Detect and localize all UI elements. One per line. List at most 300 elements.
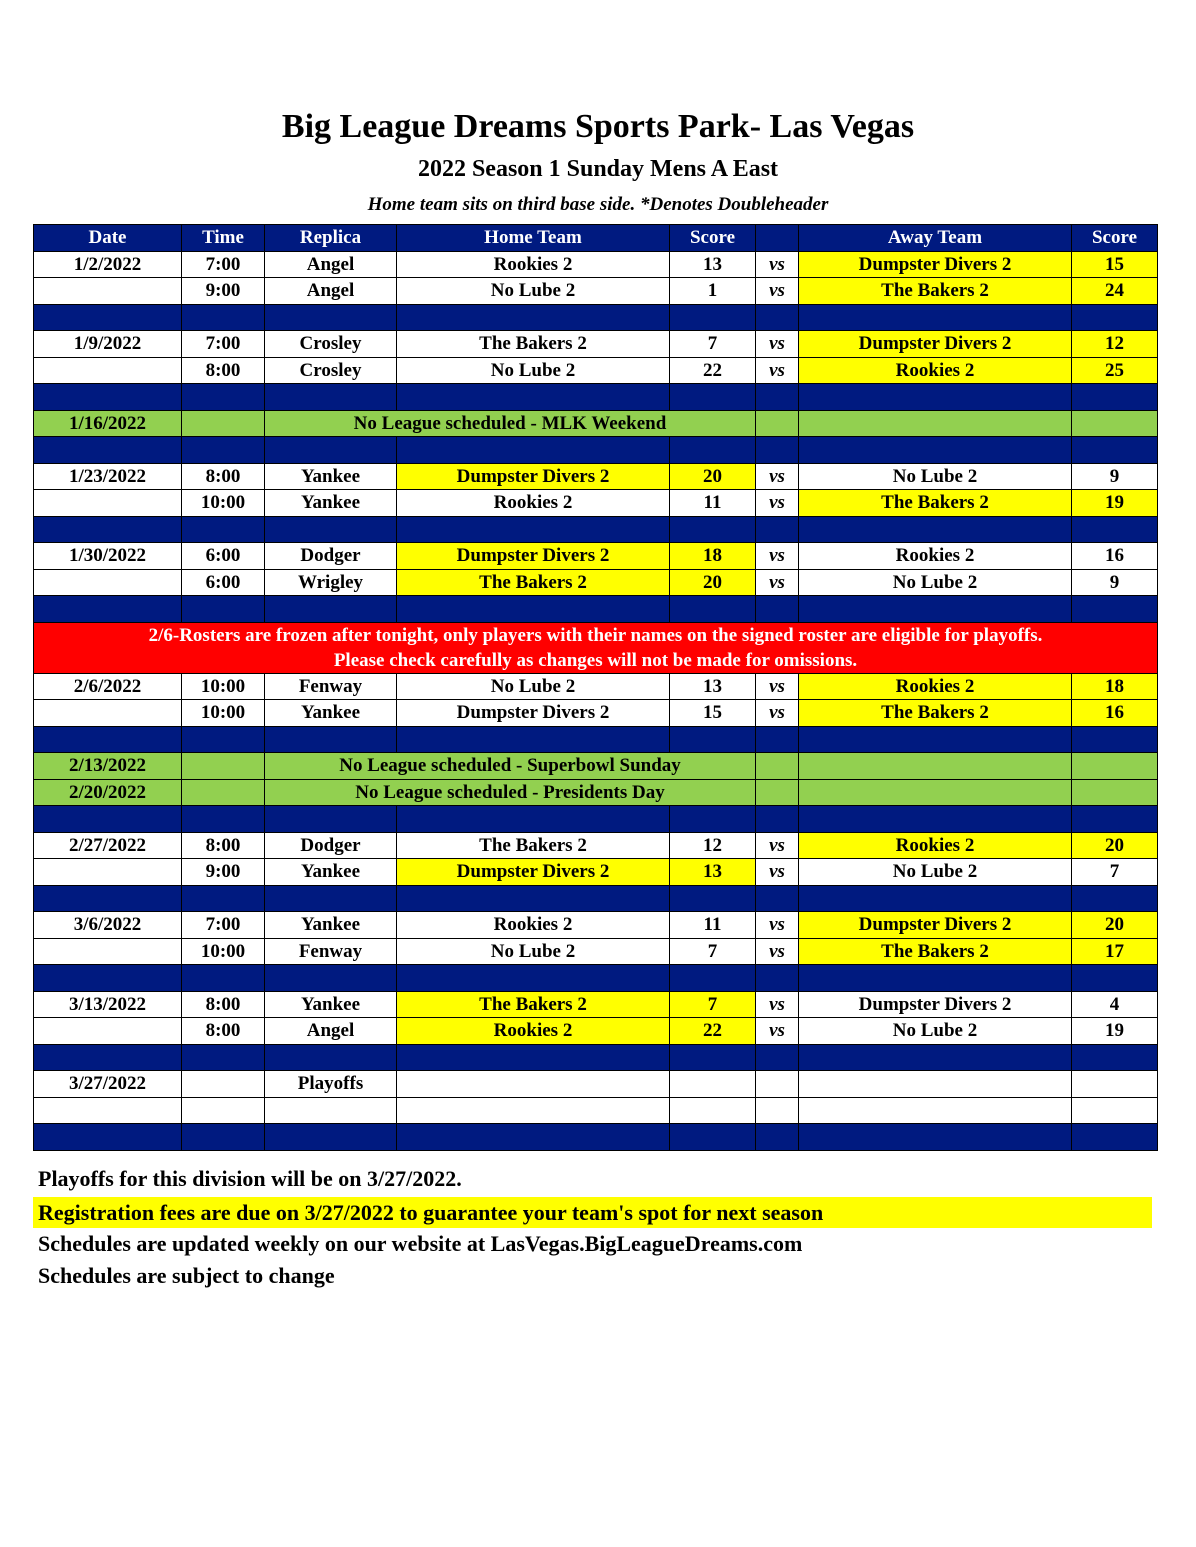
vs-cell: vs — [756, 463, 799, 490]
time-cell: 8:00 — [182, 463, 265, 490]
home-score-cell: 13 — [670, 859, 756, 886]
game-row — [34, 357, 1158, 384]
spacer-cell — [182, 437, 265, 464]
spacer-row — [34, 437, 1158, 464]
replica-field-cell: Yankee — [265, 859, 397, 886]
time-cell: 8:00 — [182, 832, 265, 859]
spacer-cell — [34, 437, 182, 464]
away-score-cell: 7 — [1072, 859, 1158, 886]
spacer-cell — [799, 726, 1072, 753]
spacer-cell — [1072, 1124, 1158, 1151]
vs-cell: vs — [756, 251, 799, 278]
no-league-message: No League scheduled - Presidents Day — [265, 779, 756, 806]
away-score-cell — [1072, 779, 1158, 806]
time-cell: 10:00 — [182, 490, 265, 517]
game-row — [34, 490, 1158, 517]
away-score-cell: 16 — [1072, 700, 1158, 727]
footer-playoffs-note: Playoffs for this division will be on 3/27/2022. — [38, 1166, 462, 1191]
spacer-cell — [397, 384, 670, 411]
spacer-cell — [670, 726, 756, 753]
spacer-cell — [1072, 965, 1158, 992]
away-team-cell: No Lube 2 — [799, 859, 1072, 886]
date-cell: 2/13/2022 — [34, 753, 182, 780]
spacer-cell — [1072, 596, 1158, 623]
away-score-cell: 9 — [1072, 569, 1158, 596]
replica-field-cell: Crosley — [265, 331, 397, 358]
time-cell: 10:00 — [182, 938, 265, 965]
spacer-cell — [670, 1044, 756, 1071]
date-cell: 1/2/2022 — [34, 251, 182, 278]
spacer-row — [34, 1124, 1158, 1151]
vs-cell: vs — [756, 357, 799, 384]
date-cell — [34, 278, 182, 305]
time-cell: 9:00 — [182, 278, 265, 305]
home-score-cell: 15 — [670, 700, 756, 727]
spacer-row — [34, 384, 1158, 411]
spacer-cell — [182, 304, 265, 331]
replica-field-cell: Yankee — [265, 490, 397, 517]
vs-cell: vs — [756, 278, 799, 305]
spacer-cell — [756, 384, 799, 411]
spacer-cell — [34, 806, 182, 833]
spacer-cell — [265, 806, 397, 833]
replica-field-cell: Dodger — [265, 543, 397, 570]
away-team-cell — [799, 410, 1072, 437]
time-cell: 10:00 — [182, 673, 265, 700]
vs-cell: vs — [756, 569, 799, 596]
spacer-cell — [182, 965, 265, 992]
away-team-cell: No Lube 2 — [799, 1018, 1072, 1045]
time-cell: 6:00 — [182, 543, 265, 570]
away-team-cell — [799, 753, 1072, 780]
spacer-row — [34, 304, 1158, 331]
spacer-cell — [265, 965, 397, 992]
spacer-cell — [756, 516, 799, 543]
replica-field-cell: Crosley — [265, 357, 397, 384]
date-cell: 3/13/2022 — [34, 991, 182, 1018]
date-cell — [34, 569, 182, 596]
game-row — [34, 832, 1158, 859]
spacer-cell — [397, 304, 670, 331]
spacer-row — [34, 806, 1158, 833]
vs-cell: vs — [756, 859, 799, 886]
date-cell — [34, 1018, 182, 1045]
replica-field-cell: Angel — [265, 278, 397, 305]
no-league-row — [34, 753, 1158, 780]
home-score-cell: 1 — [670, 278, 756, 305]
replica-field-cell: Fenway — [265, 938, 397, 965]
replica-field-cell: Yankee — [265, 991, 397, 1018]
spacer-cell — [1072, 304, 1158, 331]
col-header-away-score: Score — [1072, 225, 1158, 252]
date-cell — [34, 1097, 182, 1124]
roster-notice — [34, 622, 1158, 673]
vs-cell: vs — [756, 543, 799, 570]
vs-cell — [756, 753, 799, 780]
spacer-cell — [1072, 437, 1158, 464]
date-cell — [34, 490, 182, 517]
spacer-cell — [1072, 726, 1158, 753]
vs-cell: vs — [756, 938, 799, 965]
game-row — [34, 278, 1158, 305]
no-league-row — [34, 779, 1158, 806]
spacer-cell — [265, 1124, 397, 1151]
spacer-cell — [34, 885, 182, 912]
away-score-cell — [1072, 410, 1158, 437]
spacer-cell — [265, 384, 397, 411]
time-cell: 7:00 — [182, 331, 265, 358]
game-row — [34, 569, 1158, 596]
spacer-cell — [670, 437, 756, 464]
home-score-cell — [670, 1071, 756, 1098]
spacer-cell — [1072, 516, 1158, 543]
game-row — [34, 1018, 1158, 1045]
replica-field-cell: Fenway — [265, 673, 397, 700]
spacer-cell — [756, 726, 799, 753]
spacer-cell — [799, 1044, 1072, 1071]
spacer-cell — [1072, 806, 1158, 833]
away-team-cell: Rookies 2 — [799, 543, 1072, 570]
spacer-cell — [799, 885, 1072, 912]
spacer-cell — [397, 726, 670, 753]
away-team-cell: No Lube 2 — [799, 569, 1072, 596]
date-cell — [34, 357, 182, 384]
col-header-time: Time — [182, 225, 265, 252]
spacer-cell — [756, 806, 799, 833]
game-row — [34, 938, 1158, 965]
spacer-cell — [182, 885, 265, 912]
home-score-cell: 20 — [670, 463, 756, 490]
vs-cell: vs — [756, 832, 799, 859]
game-row — [34, 463, 1158, 490]
spacer-cell — [34, 304, 182, 331]
away-team-cell: The Bakers 2 — [799, 938, 1072, 965]
away-score-cell: 9 — [1072, 463, 1158, 490]
vs-cell: vs — [756, 331, 799, 358]
game-row — [34, 859, 1158, 886]
spacer-cell — [397, 437, 670, 464]
away-team-cell: The Bakers 2 — [799, 278, 1072, 305]
game-row — [34, 1071, 1158, 1098]
roster-notice-row — [34, 622, 1158, 673]
spacer-cell — [182, 1124, 265, 1151]
game-row — [34, 700, 1158, 727]
roster-notice-line: Please check carefully as changes will not be made for omissions. — [333, 649, 858, 671]
home-team-cell: The Bakers 2 — [397, 832, 670, 859]
home-score-cell: 12 — [670, 832, 756, 859]
roster-notice-line: 2/6-Rosters are frozen after tonight, only players with their names on the signed roster are eligible for playoffs. — [148, 624, 1043, 646]
time-cell — [182, 1097, 265, 1124]
replica-field-cell: Dodger — [265, 832, 397, 859]
spacer-cell — [397, 1124, 670, 1151]
replica-field-cell: Angel — [265, 251, 397, 278]
away-team-cell: Rookies 2 — [799, 673, 1072, 700]
away-team-cell: Rookies 2 — [799, 357, 1072, 384]
vs-cell: vs — [756, 991, 799, 1018]
spacer-cell — [34, 1124, 182, 1151]
spacer-cell — [34, 726, 182, 753]
page-title: Big League Dreams Sports Park- Las Vegas — [281, 108, 915, 145]
home-team-cell: No Lube 2 — [397, 278, 670, 305]
no-league-row — [34, 410, 1158, 437]
spacer-cell — [182, 806, 265, 833]
spacer-row — [34, 516, 1158, 543]
away-score-cell — [1072, 753, 1158, 780]
spacer-cell — [799, 965, 1072, 992]
home-team-cell: Dumpster Divers 2 — [397, 859, 670, 886]
spacer-cell — [265, 437, 397, 464]
col-header-home-score: Score — [670, 225, 756, 252]
spacer-cell — [799, 437, 1072, 464]
spacer-cell — [670, 1124, 756, 1151]
away-team-cell — [799, 1071, 1072, 1098]
spacer-cell — [756, 437, 799, 464]
spacer-cell — [756, 885, 799, 912]
vs-cell: vs — [756, 673, 799, 700]
page-subtitle: 2022 Season 1 Sunday Mens A East — [417, 156, 779, 182]
away-team-cell — [799, 779, 1072, 806]
spacer-cell — [1072, 1044, 1158, 1071]
date-cell: 1/30/2022 — [34, 543, 182, 570]
time-cell: 7:00 — [182, 912, 265, 939]
date-cell: 3/27/2022 — [34, 1071, 182, 1098]
time-cell — [182, 410, 265, 437]
home-score-cell: 7 — [670, 331, 756, 358]
spacer-cell — [756, 596, 799, 623]
col-header-date: Date — [34, 225, 182, 252]
vs-cell: vs — [756, 490, 799, 517]
away-team-cell: Dumpster Divers 2 — [799, 251, 1072, 278]
time-cell: 8:00 — [182, 1018, 265, 1045]
footer-website-note: Schedules are updated weekly on our website at LasVegas.BigLeagueDreams.com — [38, 1231, 803, 1256]
spacer-row — [34, 1044, 1158, 1071]
replica-field-cell: Yankee — [265, 463, 397, 490]
away-score-cell: 20 — [1072, 912, 1158, 939]
home-score-cell: 11 — [670, 490, 756, 517]
spacer-cell — [397, 885, 670, 912]
home-score-cell: 7 — [670, 938, 756, 965]
spacer-cell — [670, 304, 756, 331]
spacer-row — [34, 596, 1158, 623]
spacer-cell — [182, 1044, 265, 1071]
date-cell — [34, 700, 182, 727]
time-cell: 10:00 — [182, 700, 265, 727]
home-score-cell: 18 — [670, 543, 756, 570]
spacer-cell — [34, 384, 182, 411]
away-score-cell: 17 — [1072, 938, 1158, 965]
home-team-cell: Rookies 2 — [397, 912, 670, 939]
spacer-cell — [1072, 885, 1158, 912]
spacer-cell — [34, 965, 182, 992]
spacer-cell — [799, 806, 1072, 833]
spacer-cell — [799, 516, 1072, 543]
spacer-cell — [756, 1124, 799, 1151]
no-league-message: No League scheduled - Superbowl Sunday — [265, 753, 756, 780]
col-header-home-team: Home Team — [397, 225, 670, 252]
spacer-cell — [265, 516, 397, 543]
home-team-cell: The Bakers 2 — [397, 331, 670, 358]
away-team-cell: Dumpster Divers 2 — [799, 912, 1072, 939]
spacer-cell — [182, 726, 265, 753]
home-team-cell: No Lube 2 — [397, 673, 670, 700]
table-header-row — [34, 225, 1158, 252]
replica-field-cell: Wrigley — [265, 569, 397, 596]
spacer-cell — [670, 806, 756, 833]
home-team-cell — [397, 1097, 670, 1124]
home-score-cell: 13 — [670, 673, 756, 700]
spacer-cell — [182, 516, 265, 543]
away-score-cell: 24 — [1072, 278, 1158, 305]
home-team-cell: Dumpster Divers 2 — [397, 700, 670, 727]
away-score-cell: 4 — [1072, 991, 1158, 1018]
date-cell: 1/16/2022 — [34, 410, 182, 437]
home-score-cell: 13 — [670, 251, 756, 278]
spacer-cell — [799, 304, 1072, 331]
replica-field-cell: Yankee — [265, 912, 397, 939]
spacer-cell — [799, 1124, 1072, 1151]
vs-cell — [756, 779, 799, 806]
away-team-cell: The Bakers 2 — [799, 490, 1072, 517]
spacer-cell — [265, 304, 397, 331]
vs-cell — [756, 1097, 799, 1124]
spacer-cell — [397, 1044, 670, 1071]
spacer-cell — [756, 304, 799, 331]
game-row — [34, 251, 1158, 278]
home-team-cell: Dumpster Divers 2 — [397, 463, 670, 490]
spacer-row — [34, 726, 1158, 753]
spacer-row — [34, 885, 1158, 912]
spacer-cell — [265, 726, 397, 753]
spacer-cell — [397, 806, 670, 833]
time-cell: 7:00 — [182, 251, 265, 278]
spacer-cell — [670, 384, 756, 411]
col-header-replica: Replica — [265, 225, 397, 252]
game-row — [34, 912, 1158, 939]
away-score-cell: 19 — [1072, 490, 1158, 517]
page-note: Home team sits on third base side. *Denotes Doubleheader — [367, 194, 829, 215]
away-score-cell — [1072, 1071, 1158, 1098]
col-header-vs — [756, 225, 799, 252]
replica-field-cell — [265, 1097, 397, 1124]
spacer-cell — [670, 516, 756, 543]
home-team-cell: No Lube 2 — [397, 357, 670, 384]
date-cell: 1/23/2022 — [34, 463, 182, 490]
game-row — [34, 331, 1158, 358]
away-score-cell: 18 — [1072, 673, 1158, 700]
time-cell: 9:00 — [182, 859, 265, 886]
date-cell: 3/6/2022 — [34, 912, 182, 939]
home-score-cell: 11 — [670, 912, 756, 939]
home-score-cell — [670, 1097, 756, 1124]
game-row — [34, 1097, 1158, 1124]
spacer-cell — [265, 1044, 397, 1071]
away-score-cell: 20 — [1072, 832, 1158, 859]
vs-cell — [756, 410, 799, 437]
home-score-cell: 20 — [670, 569, 756, 596]
away-score-cell: 19 — [1072, 1018, 1158, 1045]
time-cell — [182, 779, 265, 806]
game-row — [34, 991, 1158, 1018]
vs-cell: vs — [756, 700, 799, 727]
replica-field-cell: Yankee — [265, 700, 397, 727]
time-cell — [182, 753, 265, 780]
away-team-cell: Dumpster Divers 2 — [799, 991, 1072, 1018]
spacer-cell — [670, 885, 756, 912]
schedule-body — [34, 251, 1158, 1150]
game-row — [34, 543, 1158, 570]
home-team-cell: The Bakers 2 — [397, 569, 670, 596]
no-league-message: No League scheduled - MLK Weekend — [265, 410, 756, 437]
vs-cell: vs — [756, 912, 799, 939]
home-team-cell: No Lube 2 — [397, 938, 670, 965]
home-score-cell: 22 — [670, 1018, 756, 1045]
home-score-cell: 7 — [670, 991, 756, 1018]
spacer-row — [34, 965, 1158, 992]
home-team-cell: Rookies 2 — [397, 251, 670, 278]
spacer-cell — [397, 965, 670, 992]
spacer-cell — [182, 596, 265, 623]
time-cell: 8:00 — [182, 991, 265, 1018]
spacer-cell — [265, 885, 397, 912]
spacer-cell — [397, 516, 670, 543]
away-team-cell: The Bakers 2 — [799, 700, 1072, 727]
date-cell: 1/9/2022 — [34, 331, 182, 358]
away-score-cell — [1072, 1097, 1158, 1124]
home-team-cell: The Bakers 2 — [397, 991, 670, 1018]
spacer-cell — [397, 596, 670, 623]
schedule-table — [33, 224, 1158, 1151]
time-cell: 8:00 — [182, 357, 265, 384]
date-cell: 2/27/2022 — [34, 832, 182, 859]
replica-field-cell: Playoffs — [265, 1071, 397, 1098]
date-cell: 2/6/2022 — [34, 673, 182, 700]
spacer-cell — [670, 965, 756, 992]
footer-change-note: Schedules are subject to change — [38, 1263, 335, 1288]
spacer-cell — [799, 596, 1072, 623]
spacer-cell — [799, 384, 1072, 411]
home-score-cell: 22 — [670, 357, 756, 384]
date-cell: 2/20/2022 — [34, 779, 182, 806]
spacer-cell — [756, 965, 799, 992]
time-cell: 6:00 — [182, 569, 265, 596]
away-team-cell: Rookies 2 — [799, 832, 1072, 859]
spacer-cell — [34, 1044, 182, 1071]
away-score-cell: 15 — [1072, 251, 1158, 278]
date-cell — [34, 859, 182, 886]
home-team-cell: Rookies 2 — [397, 1018, 670, 1045]
footer-registration-note: Registration fees are due on 3/27/2022 to guarantee your team's spot for next season — [33, 1197, 1152, 1228]
away-team-cell — [799, 1097, 1072, 1124]
date-cell — [34, 938, 182, 965]
spacer-cell — [34, 596, 182, 623]
spacer-cell — [756, 1044, 799, 1071]
away-team-cell: No Lube 2 — [799, 463, 1072, 490]
replica-field-cell: Angel — [265, 1018, 397, 1045]
spacer-cell — [670, 596, 756, 623]
home-team-cell: Rookies 2 — [397, 490, 670, 517]
home-team-cell: Dumpster Divers 2 — [397, 543, 670, 570]
game-row — [34, 673, 1158, 700]
vs-cell — [756, 1071, 799, 1098]
away-team-cell: Dumpster Divers 2 — [799, 331, 1072, 358]
spacer-cell — [182, 384, 265, 411]
home-team-cell — [397, 1071, 670, 1098]
time-cell — [182, 1071, 265, 1098]
away-score-cell: 16 — [1072, 543, 1158, 570]
col-header-away-team: Away Team — [799, 225, 1072, 252]
away-score-cell: 12 — [1072, 331, 1158, 358]
away-score-cell: 25 — [1072, 357, 1158, 384]
